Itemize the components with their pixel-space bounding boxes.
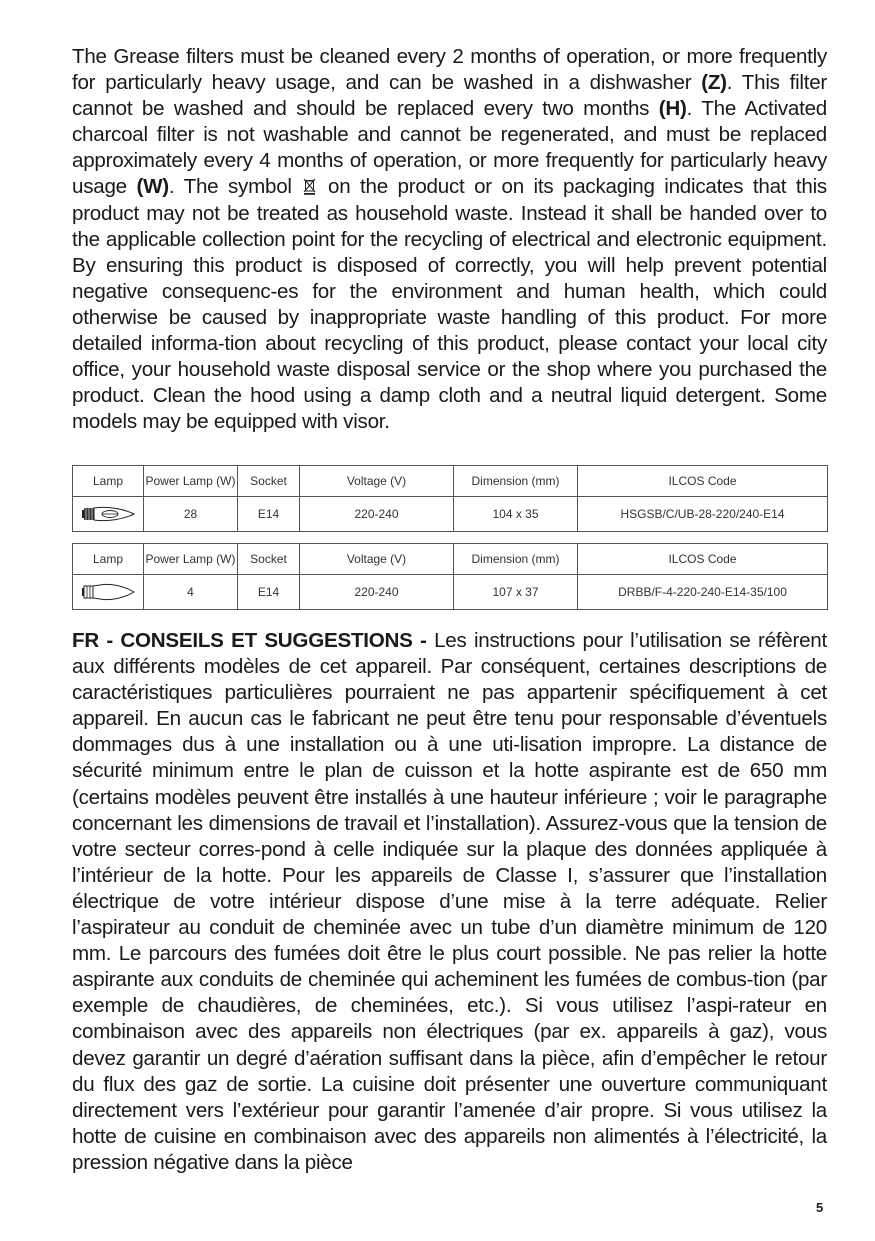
text-segment: on the product or on its packaging indicates that this product may not be treated as household waste. Instead it shall be handed over to the applicable collection point for the recycling of electrical and electronic equipment. By ensuring this product is disposed of correctly, you will help prevent potential negative consequenc-es for the environment and human health, which could otherwise be caused by inappropriate waste handling of this product. For more detailed informa-tion about recycling of this product, please contact your local city office, your household waste disposal service or the shop where you purchased the product. Clean the hood using a damp cloth and a neutral liquid detergent. Some models may be equipped with visor. [72, 175, 827, 434]
header-ilcos: ILCOS Code [578, 466, 828, 497]
lamp-spec-table-2 [72, 543, 828, 610]
header-dimension: Dimension (mm) [454, 544, 578, 575]
power-cell: 28 [144, 497, 238, 532]
dimension-cell: 104 x 35 [454, 497, 578, 532]
candle-lamp-icon [78, 581, 138, 603]
table-row [73, 497, 828, 532]
header-voltage: Voltage (V) [300, 466, 454, 497]
header-lamp: Lamp [73, 544, 144, 575]
header-voltage: Voltage (V) [300, 544, 454, 575]
header-power: Power Lamp (W) [144, 466, 238, 497]
halogen-lamp-icon [78, 503, 138, 525]
power-cell: 4 [144, 575, 238, 610]
page-number: 5 [816, 1200, 824, 1215]
header-dimension: Dimension (mm) [454, 466, 578, 497]
header-ilcos: ILCOS Code [578, 544, 828, 575]
lamp-cell [73, 575, 144, 610]
text-segment: . The Activated charcoal filter is not washable and cannot be regenerated, and must be replaced approximately every 4 months of operation, or more frequently for particularly heavy usage [72, 97, 827, 199]
header-socket: Socket [238, 466, 300, 497]
table-row [73, 575, 828, 610]
label-z: (Z) [701, 71, 727, 95]
text-segment: . The symbol [168, 175, 292, 199]
socket-cell: E14 [238, 497, 300, 532]
crossed-bin-icon [303, 177, 316, 195]
voltage-cell: 220-240 [300, 497, 454, 532]
ilcos-cell: HSGSB/C/UB-28-220/240-E14 [578, 497, 828, 532]
text-segment: The Grease filters must be cleaned every 2 months of operation, or more frequently for particularly heavy usage, and can be washed in a dishwasher [72, 45, 827, 95]
voltage-cell: 220-240 [300, 575, 454, 610]
ilcos-cell: DRBB/F-4-220-240-E14-35/100 [578, 575, 828, 610]
text-segment: . This filter cannot be washed and should be replaced every two months [72, 71, 828, 121]
socket-cell: E14 [238, 575, 300, 610]
english-maintenance-paragraph [72, 44, 827, 435]
table-header-row [73, 544, 828, 575]
header-socket: Socket [238, 544, 300, 575]
french-section-heading: FR - CONSEILS ET SUGGESTIONS - [72, 629, 427, 652]
dimension-cell: 107 x 37 [454, 575, 578, 610]
header-power: Power Lamp (W) [144, 544, 238, 575]
label-h: (H) [658, 97, 687, 121]
french-advice-paragraph [72, 628, 827, 1176]
label-w: (W) [136, 175, 169, 199]
french-body-text: Les instructions pour l’utilisation se réfèrent aux différents modèles de cet appareil. Par conséquent, certaines descriptions de caractéristiques particulières pourraient ne pas appartenir spécifiquement à cet appareil. En aucun cas le fabricant ne peut être tenu pour responsable d’éventuels dommages dus à une installation ou à une uti-lisation impropre. La distance de sécurité minimum entre le plan de cuisson et la hotte aspirante est de 650 mm (certains modèles peuvent être installés à une hauteur inférieure ; voir le paragraphe concernant les dimensions de travail et l’installation). Assurez-vous que la tension de votre secteur corres-pond à celle indiquée sur la plaque des données appliquée à l’intérieur de la hotte. Pour les appareils de Classe I, s’assurer que l’installation électrique de votre intérieur dispose d’une mise à la terre adéquate. Relier l’aspirateur au conduit de cheminée avec un tube d’un diamètre minimum de 120 mm. Le parcours des fumées doit être le plus court possible. Ne pas relier la hotte aspirante aux conduits de cheminée qui acheminent les fumées de combus-tion (par exemple de chaudières, de cheminées, etc.). Si vous utilisez l’aspi-rateur en combinaison avec des appareils non électriques (par ex. appareils à gaz), vous devez garantir un degré d’aération suffisant dans la pièce, afin d’empêcher le retour du flux des gaz de sortie. La cuisine doit présenter une ouverture communiquant directement vers l’extérieur pour garantir l’amenée d’air propre. Si vous utilisez la hotte de cuisine en combinaison avec des appareils non alimentés à l’électricité, la pression négative dans la pièce [72, 629, 827, 1174]
lamp-cell [73, 497, 144, 532]
lamp-spec-table-1 [72, 465, 828, 532]
table-header-row [73, 466, 828, 497]
header-lamp: Lamp [73, 466, 144, 497]
